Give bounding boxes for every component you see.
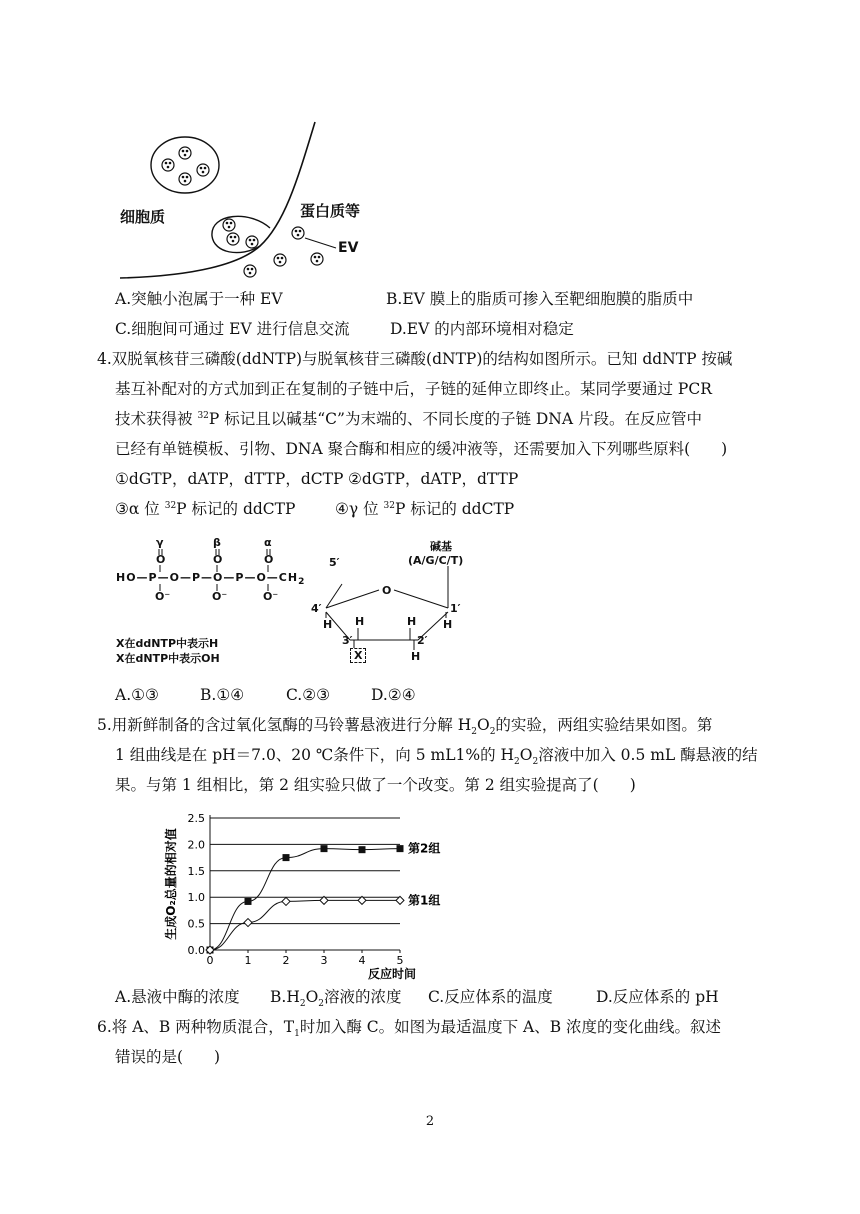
- q5-stem-line3: 果。与第 1 组相比，第 2 组实验只做了一个改变。第 2 组实验提高了( ): [115, 776, 636, 794]
- y-tick-label: 1.0: [187, 891, 205, 905]
- q6-stem-line2: 错误的是( ): [115, 1048, 221, 1066]
- x-tick-label: 0: [206, 954, 214, 967]
- y-tick-label: 2.5: [187, 812, 205, 825]
- base-types-label: (A/G/C/T): [408, 554, 464, 567]
- ntp-structure-figure: γ β α O O O $HO—P—O—P—O—P—O—CH_2$ O⁻ O⁻ O⁻ 5′ 碱基 (A/G/C/T) O 4′ 1′ H H H H 3′ 2′ H X X在ddNTP中表示H X在dNTP中表示OH: [116, 536, 464, 665]
- q4-item-1: ①dGTP，dATP，dTTP，dCTP: [115, 470, 344, 488]
- y-tick-label: 1.5: [187, 864, 205, 878]
- point-第2组: [245, 898, 252, 905]
- x-tick-label: 4: [358, 954, 366, 967]
- point-第2组: [283, 854, 290, 861]
- q5-option-d: D.反应体系的 pH: [596, 988, 719, 1006]
- q6-stem-line1: 6.将 A、B 两种物质混合，$T_1$时加入酶 C。如图为最适温度下 A、B 浓度的变化曲线。叙述: [97, 1018, 722, 1040]
- x-tick-label: 5: [396, 954, 404, 967]
- o2-production-chart: [155, 805, 455, 985]
- x-box: X: [350, 648, 366, 663]
- phosphate-chain: $HO—P—O—P—O—P—O—CH_2$: [116, 571, 306, 588]
- point-第2组: [397, 845, 404, 852]
- x-tick-label: 1: [244, 954, 252, 967]
- note-ddntp: X在ddNTP中表示H: [116, 637, 219, 650]
- q3-option-a: A.突触小泡属于一种 EV: [115, 290, 283, 308]
- x-tick-label: 3: [320, 954, 328, 967]
- point-第2组: [359, 846, 366, 853]
- beta-label: β: [213, 536, 221, 549]
- series-label: 第1组: [408, 893, 441, 908]
- y-tick-label: 2.0: [187, 838, 205, 852]
- note-dntp: X在dNTP中表示OH: [116, 652, 220, 665]
- q4-item-3: ③α 位 $^{32}$P 标记的 ddCTP: [115, 500, 296, 518]
- q3-option-c: C.细胞间可通过 EV 进行信息交流: [115, 320, 350, 338]
- q4-stem-line4: 已经有单链模板、引物、DNA 聚合酶和相应的缓冲液等，还需要加入下列哪些原料( ): [115, 440, 728, 458]
- q4-stem-line3: 技术获得被 $^{32}$P 标记且以碱基“C”为末端的、不同长度的子链 DNA 片段。在反应管中: [115, 410, 702, 428]
- carbon-1-label: 1′: [450, 602, 461, 615]
- gamma-label: γ: [156, 536, 164, 549]
- q5-option-c: C.反应体系的温度: [428, 988, 553, 1006]
- cell-membrane: [120, 122, 315, 278]
- q3-option-b: B.EV 膜上的脂质可掺入至靶细胞膜的脂质中: [386, 290, 694, 308]
- q5-stem-line1: 5.用新鲜制备的含过氧化氢酶的马铃薯悬液进行分解 $H_2O_2$的实验，两组实验结果如图。第: [97, 716, 713, 738]
- cytoplasm-label: 细胞质: [120, 208, 166, 226]
- q4-option-c: C.②③: [286, 686, 331, 704]
- q5-option-a: A.悬液中酶的浓度: [115, 988, 240, 1006]
- point-第1组: [244, 919, 252, 927]
- q3-option-d: D.EV 的内部环境相对稳定: [390, 320, 574, 338]
- q5-stem-line2: 1 组曲线是在 pH＝7.0、20 ℃条件下，向 5 mL1%的 $H_2O_2$溶液中加入 0.5 mL 酶悬液的结: [115, 746, 758, 768]
- carbon-2-label: 2′: [417, 634, 428, 647]
- q4-item-4: ④γ 位 $^{32}$P 标记的 ddCTP: [335, 500, 515, 518]
- series-line-1: [210, 849, 400, 950]
- series-label: 第2组: [408, 841, 441, 856]
- carbon-5-label: 5′: [329, 556, 340, 569]
- point-第2组: [321, 845, 328, 852]
- carbon-4-label: 4′: [311, 602, 322, 615]
- q4-option-d: D.②④: [371, 686, 416, 704]
- series-line-2: [210, 900, 400, 950]
- ev-pointer-line: [305, 238, 336, 248]
- q4-option-b: B.①④: [200, 686, 245, 704]
- y-axis-label: 生成O₂总量的相对值: [164, 828, 178, 940]
- base-label: 碱基: [430, 540, 452, 553]
- budding-vesicle: [212, 216, 270, 252]
- ring-oxygen: O: [382, 584, 392, 597]
- alpha-label: α: [264, 536, 272, 549]
- q4-option-a: A.①③: [115, 686, 159, 704]
- ev-label: EV: [338, 240, 359, 256]
- q5-option-b: $B.H_2O_2$溶液的浓度: [270, 988, 402, 1010]
- q4-stem-line2: 基互补配对的方式加到正在复制的子链中后，子链的延伸立即终止。某同学要通过 PCR: [115, 380, 712, 398]
- y-tick-label: 0.5: [187, 917, 205, 931]
- x-tick-label: 2: [282, 954, 290, 967]
- q4-stem-line1: 4.双脱氧核苷三磷酸(ddNTP)与脱氧核苷三磷酸(dNTP)的结构如图所示。已知 ddNTP 按碱: [97, 350, 733, 368]
- x-axis-label: 反应时间: [367, 967, 417, 981]
- y-tick-label: 0.0: [187, 944, 205, 957]
- point-第1组: [282, 897, 290, 905]
- page-number: 2: [425, 1114, 435, 1129]
- protein-label: 蛋白质等: [300, 202, 361, 220]
- carbon-3-label: 3′: [342, 634, 353, 647]
- q4-item-2: ②dGTP，dATP，dTTP: [348, 470, 519, 488]
